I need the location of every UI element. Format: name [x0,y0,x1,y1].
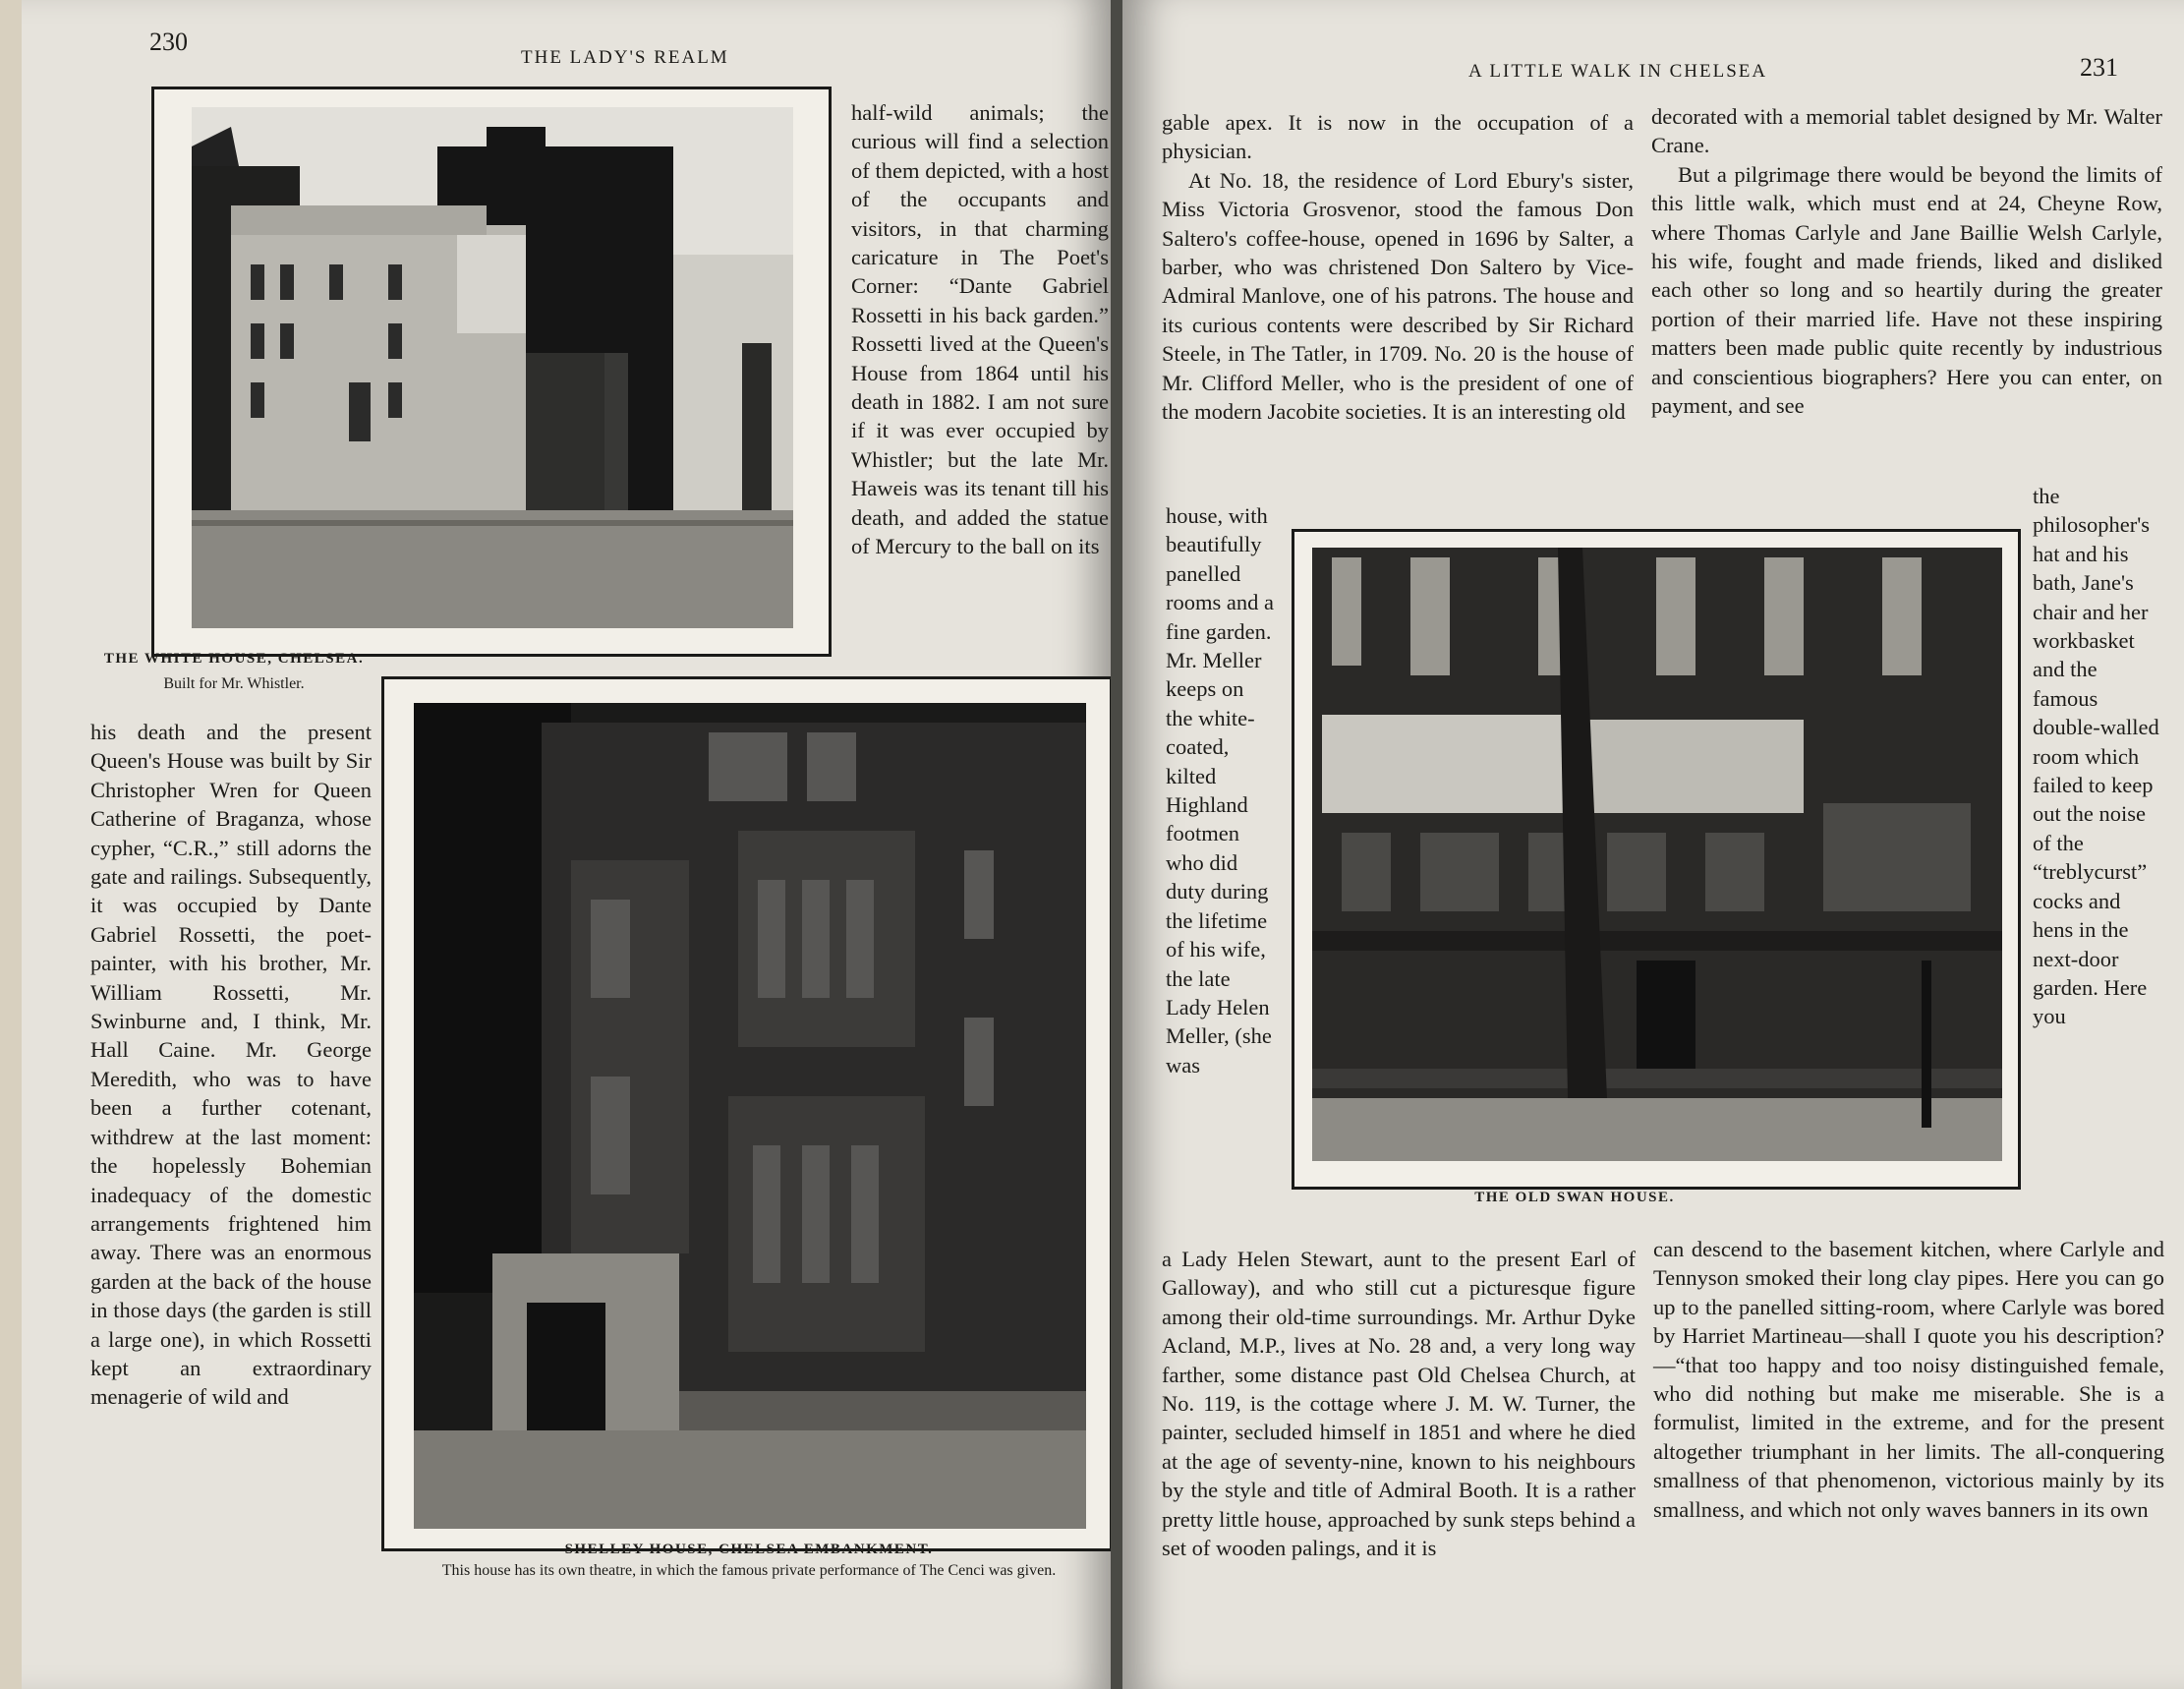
running-head: A LITTLE WALK IN CHELSEA [1468,61,1768,82]
old-swan-house-caption [1417,1190,1732,1206]
left-page-lower-column [90,718,372,1412]
paragraph: his death and the present Queen's House was built by Sir Christopher Wren for Queen Catherine of Braganza, whose cypher, “C.R.,” still adorns the gate and railings. Subsequently, it was occupied by Dante Gabriel Rossetti, the poet-painter, with his brother, Mr. William Rossetti, Mr. Swinburne and, I think, Mr. Hall Caine. Mr. George Meredith, who was to have been a further cotenant, withdrew at the last moment: the hopelessly Bohemian inadequacy of the domestic arrangements frightened him away. There was an enormous garden at the back of the house in those days (the garden is still a large one), in which Rossetti kept an extraordinary menagerie of wild and [90,720,372,1410]
right-page [1122,0,2184,1689]
left-page [22,0,1115,1689]
white-house-caption-title: THE WHITE HOUSE, CHELSEA. [103,651,365,667]
shelley-house-caption-title: SHELLEY HOUSE, CHELSEA EMBANKMENT. [564,1542,934,1557]
paragraph: a Lady Helen Stewart, aunt to the present Earl of Galloway), and who still cut a picturesque figure among their old-time surroundings. Mr. Arthur Dyke Acland, M.P., lives at No. 28 and, a very long way farther, some distance past Old Chelsea Church, at No. 119, is the cottage where J. M. W. Turner, the painter, secluded himself in 1851 and where he died at the age of seventy-nine, known to his neighbours by the style and title of Admiral Booth. It is a rather pretty little house, approached by sunk steps behind a set of wooden palings, and it is [1162,1247,1636,1561]
shelley-house-photo [414,703,1086,1529]
shelley-house-photo-frame [381,676,1113,1551]
right-page-col2-bottom [1653,1235,2164,1524]
running-head: THE LADY'S REALM [521,47,729,68]
paragraph: But a pilgrimage there would be beyond the limits of this little walk, which must end at 24, Cheyne Row, where Thomas Carlyle and Jane Baillie Welsh Carlyle, his wife, fought and made friends, liked and disliked each other so long and so heartily during the greater portion of their married life. Have not these inspiring matters been made public quite recently by industrious and conscientious biographers? Here you can enter, on payment, and see [1651,161,2162,419]
white-house-image [192,107,793,628]
old-swan-house-photo-frame [1292,529,2021,1190]
right-page-col1-bottom [1162,1245,1636,1562]
page-number: 230 [149,28,188,56]
paragraph: gable apex. It is now in the occupation of a physician. [1162,110,1634,164]
old-swan-house-caption-title: THE OLD SWAN HOUSE. [1474,1190,1675,1205]
old-swan-house-image [1312,548,2002,1161]
paragraph: decorated with a memorial tablet designed by Mr. Walter Crane. [1651,104,2162,158]
paragraph: half-wild animals; the curious will find a selection of them depicted, with a host of the occupants and visitors, in that charming caricature in The Poet's Corner: “Dante Gabriel Rossetti in his back garden.” Rossetti lived at the Queen's House from 1864 until his death in 1882. I am not sure if it was ever occupied by Whistler; but the late Mr. Haweis was its tenant till his death, and added the statue of Mercury to the ball on its [851,100,1109,559]
paragraph: the philosopher's hat and his bath, Jane's chair and her workbasket and the famous double-walled room which failed to keep out the noise of the “treblycurst” cocks and hens in the next-door garden. Here you [2033,484,2159,1029]
shelley-house-caption [375,1542,1115,1580]
right-page-col2-narrow [2033,482,2162,1031]
right-page-col1-narrow [1166,501,1274,1079]
shelley-house-caption-sub: This house has its own theatre, in which the famous private performance of The Cenci was given. [441,1562,1057,1579]
page-number: 231 [2080,53,2118,82]
shelley-house-image [414,703,1086,1529]
old-swan-house-photo [1312,548,2002,1161]
paragraph: At No. 18, the residence of Lord Ebury's sister, Miss Victoria Grosvenor, stood the famous Don Saltero's coffee-house, opened in 1696 by Salter, a barber, who was christened Don Saltero by Vice-Admiral Manlove, one of his patrons. The house and its curious contents were described by Sir Richard Steele, in The Tatler, in 1709. No. 20 is the house of Mr. Clifford Meller, who is the president of one of the modern Jacobite societies. It is an interesting old [1162,167,1634,425]
page-edge [0,0,22,1689]
right-page-col1-top [1162,108,1634,426]
paragraph: can descend to the basement kitchen, where Carlyle and Tennyson smoked their long clay pipes. Here you can go up to the panelled sitting-room, where Carlyle was bored by Harriet Martineau—shall I quote you his description?—“that too happy and too noisy distinguished female, who did nothing but make me miserable. She is a formulist, limited in the extreme, and for the present altogether triumphant in her limits. The all-conquering smallness of that phenomenon, victorious mainly by its smallness, and which not only waves banners in its own [1653,1237,2164,1522]
white-house-photo [192,107,793,628]
white-house-caption [86,651,381,693]
paragraph: house, with beautifully panelled rooms and a fine garden. Mr. Meller keeps on the white-coated, kilted Highland footmen who did duty during the lifetime of his wife, the late Lady Helen Meller, (she was [1166,503,1274,1077]
right-page-col2-top [1651,102,2162,420]
white-house-photo-frame [151,87,832,657]
left-page-upper-column [851,98,1109,561]
white-house-caption-sub: Built for Mr. Whistler. [163,675,305,692]
